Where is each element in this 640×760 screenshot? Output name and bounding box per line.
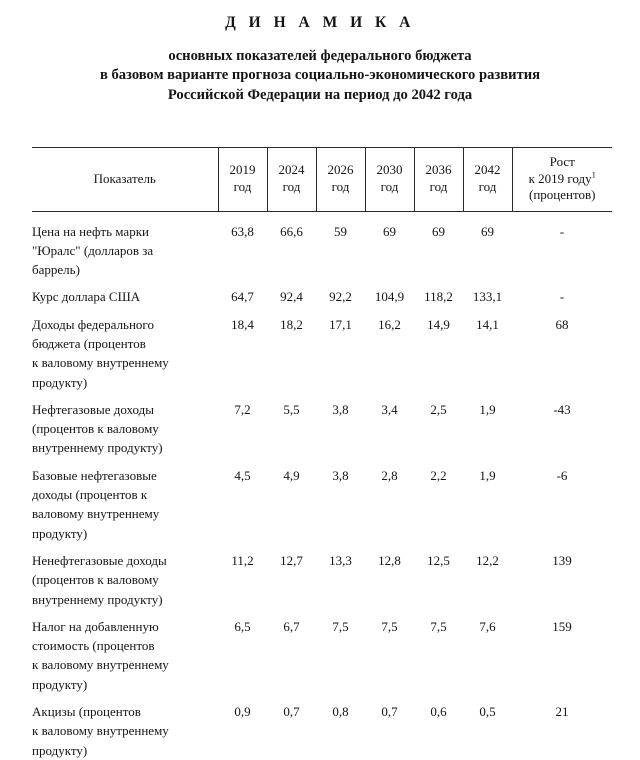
cell-value: 2,2 <box>430 467 447 483</box>
year-number: 2024 <box>278 162 305 178</box>
year-number: 2030 <box>376 162 403 178</box>
row-label-line: к валовому внутреннему <box>32 657 169 673</box>
cell-value: 69 <box>432 223 445 239</box>
table-row <box>32 458 612 543</box>
cell-growth: 159 <box>552 618 572 634</box>
row-label-line: баррель) <box>32 262 80 278</box>
cell-value: 6,7 <box>283 618 300 634</box>
row-label <box>32 279 218 306</box>
column-header-year-2026 <box>316 148 365 212</box>
cell-value: 7,6 <box>479 618 496 634</box>
year-number: 2026 <box>327 162 354 178</box>
cell-value: 18,2 <box>280 316 303 332</box>
subtitle-line-1: основных показателей федерального бюджета <box>168 47 472 64</box>
row-label-line: Базовые нефтегазовые <box>32 467 157 483</box>
cell-value: 66,6 <box>280 223 303 239</box>
cell-value: 3,8 <box>332 401 349 417</box>
row-label-line: "Юралс" (долларов за <box>32 242 154 258</box>
column-header-indicator: Показатель <box>32 148 218 212</box>
column-header-year-2030 <box>365 148 414 212</box>
cell-value: 69 <box>383 223 396 239</box>
cell-value: 69 <box>481 223 494 239</box>
subtitle-line-2: в базовом варианте прогноза социально-экономического развития <box>99 67 541 84</box>
column-header-year-2019 <box>218 148 267 212</box>
document-title-block <box>0 0 640 105</box>
budget-table-container <box>32 147 612 760</box>
growth-label-text: к 2019 году <box>528 170 592 186</box>
row-label <box>32 392 218 458</box>
row-label <box>32 543 218 609</box>
row-label-line: бюджета (процентов <box>32 335 146 351</box>
row-label-line: Акцизы (процентов <box>32 704 141 720</box>
cell-value: 17,1 <box>329 316 352 332</box>
cell-value: 0,6 <box>430 704 447 720</box>
year-number: 2019 <box>229 162 256 178</box>
row-label-line: Нефтегазовые доходы <box>32 401 155 417</box>
row-label-line: Доходы федерального <box>32 316 154 332</box>
cell-value: 2,8 <box>381 467 398 483</box>
year-word: год <box>380 178 399 194</box>
cell-value: 11,2 <box>231 552 254 568</box>
row-label-line: (процентов к валовому <box>32 421 159 437</box>
cell-value: 14,1 <box>476 316 499 332</box>
cell-growth: -43 <box>553 401 571 417</box>
cell-value: 3,8 <box>332 467 349 483</box>
cell-value: 4,5 <box>234 467 251 483</box>
cell-value: 5,5 <box>283 401 300 417</box>
year-number: 2036 <box>425 162 452 178</box>
page-title: Д И Н А М И К А <box>225 14 415 31</box>
cell-value: 59 <box>334 223 347 239</box>
cell-value: 12,5 <box>427 552 450 568</box>
cell-value: 7,5 <box>430 618 447 634</box>
row-label-line: продукту) <box>32 676 88 692</box>
column-header-year-2036 <box>414 148 463 212</box>
row-label-line: Налог на добавленную <box>32 618 159 634</box>
year-number: 2042 <box>474 162 501 178</box>
year-word: год <box>478 178 497 194</box>
row-label <box>32 211 218 279</box>
cell-value: 133,1 <box>472 289 503 305</box>
cell-value: 92,2 <box>329 289 352 305</box>
cell-value: 6,5 <box>234 618 251 634</box>
cell-value: 16,2 <box>378 316 401 332</box>
row-label-line: Курс доллара США <box>32 289 141 305</box>
cell-value: 18,4 <box>231 316 254 332</box>
cell-value: 104,9 <box>374 289 405 305</box>
cell-growth: 139 <box>552 552 572 568</box>
cell-growth: - <box>559 223 565 239</box>
growth-line-3: (процентов) <box>529 187 596 202</box>
table-row <box>32 609 612 694</box>
footnote-marker: 1 <box>591 169 596 180</box>
cell-value: 63,8 <box>231 223 254 239</box>
cell-value: 0,7 <box>283 704 300 720</box>
cell-value: 118,2 <box>424 289 453 305</box>
row-label <box>32 458 218 543</box>
cell-value: 2,5 <box>430 401 447 417</box>
cell-value: 12,8 <box>378 552 401 568</box>
cell-value: 12,2 <box>476 552 499 568</box>
cell-growth: 68 <box>555 316 569 332</box>
cell-value: 7,2 <box>234 401 251 417</box>
row-label-line: продукту) <box>32 525 88 541</box>
cell-value: 64,7 <box>231 289 254 305</box>
table-row <box>32 279 612 306</box>
cell-value: 0,5 <box>479 704 496 720</box>
row-label <box>32 609 218 694</box>
row-label <box>32 694 218 760</box>
cell-value: 13,3 <box>329 552 352 568</box>
column-header-growth <box>512 148 612 212</box>
row-label-line: Ненефтегазовые доходы <box>32 552 167 568</box>
table-body <box>32 211 612 760</box>
row-label-line: стоимость (процентов <box>32 638 155 654</box>
row-label-line: к валовому внутреннему <box>32 355 169 371</box>
year-word: год <box>282 178 301 194</box>
cell-value: 0,7 <box>381 704 398 720</box>
column-header-year-2042 <box>463 148 512 212</box>
cell-value: 3,4 <box>381 401 398 417</box>
row-label-line: внутреннему продукту) <box>32 440 163 456</box>
cell-growth: - <box>559 289 565 305</box>
cell-value: 12,7 <box>280 552 303 568</box>
row-label-line: продукту) <box>32 374 88 390</box>
table-row <box>32 543 612 609</box>
row-label-line: (процентов к валовому <box>32 572 159 588</box>
row-label-line: к валовому внутреннему <box>32 723 169 739</box>
cell-value: 0,8 <box>332 704 349 720</box>
budget-indicators-table <box>32 147 612 760</box>
year-word: год <box>429 178 448 194</box>
growth-line-1: Рост <box>549 154 575 169</box>
row-label-line: продукту) <box>32 742 88 758</box>
cell-value: 7,5 <box>332 618 349 634</box>
cell-value: 4,9 <box>283 467 300 483</box>
cell-growth: -6 <box>556 467 568 483</box>
table-row <box>32 392 612 458</box>
table-header <box>32 148 612 212</box>
row-label <box>32 307 218 392</box>
year-word: год <box>331 178 350 194</box>
year-word: год <box>233 178 252 194</box>
cell-value: 92,4 <box>280 289 303 305</box>
table-row <box>32 694 612 760</box>
table-header-row <box>32 148 612 212</box>
cell-growth: 21 <box>555 704 569 720</box>
table-row <box>32 211 612 279</box>
row-label-line: Цена на нефть марки <box>32 223 149 239</box>
cell-value: 1,9 <box>479 401 496 417</box>
row-label-line: доходы (процентов к <box>32 487 148 503</box>
row-label-line: внутреннему продукту) <box>32 591 163 607</box>
table-row <box>32 307 612 392</box>
cell-value: 14,9 <box>427 316 450 332</box>
column-header-year-2024 <box>267 148 316 212</box>
growth-line-2 <box>515 171 611 188</box>
cell-value: 7,5 <box>381 618 398 634</box>
row-label-line: валовому внутреннему <box>32 506 160 522</box>
cell-value: 1,9 <box>479 467 496 483</box>
subtitle-line-3: Российской Федерации на период до 2042 года <box>167 86 473 103</box>
cell-value: 0,9 <box>234 704 251 720</box>
